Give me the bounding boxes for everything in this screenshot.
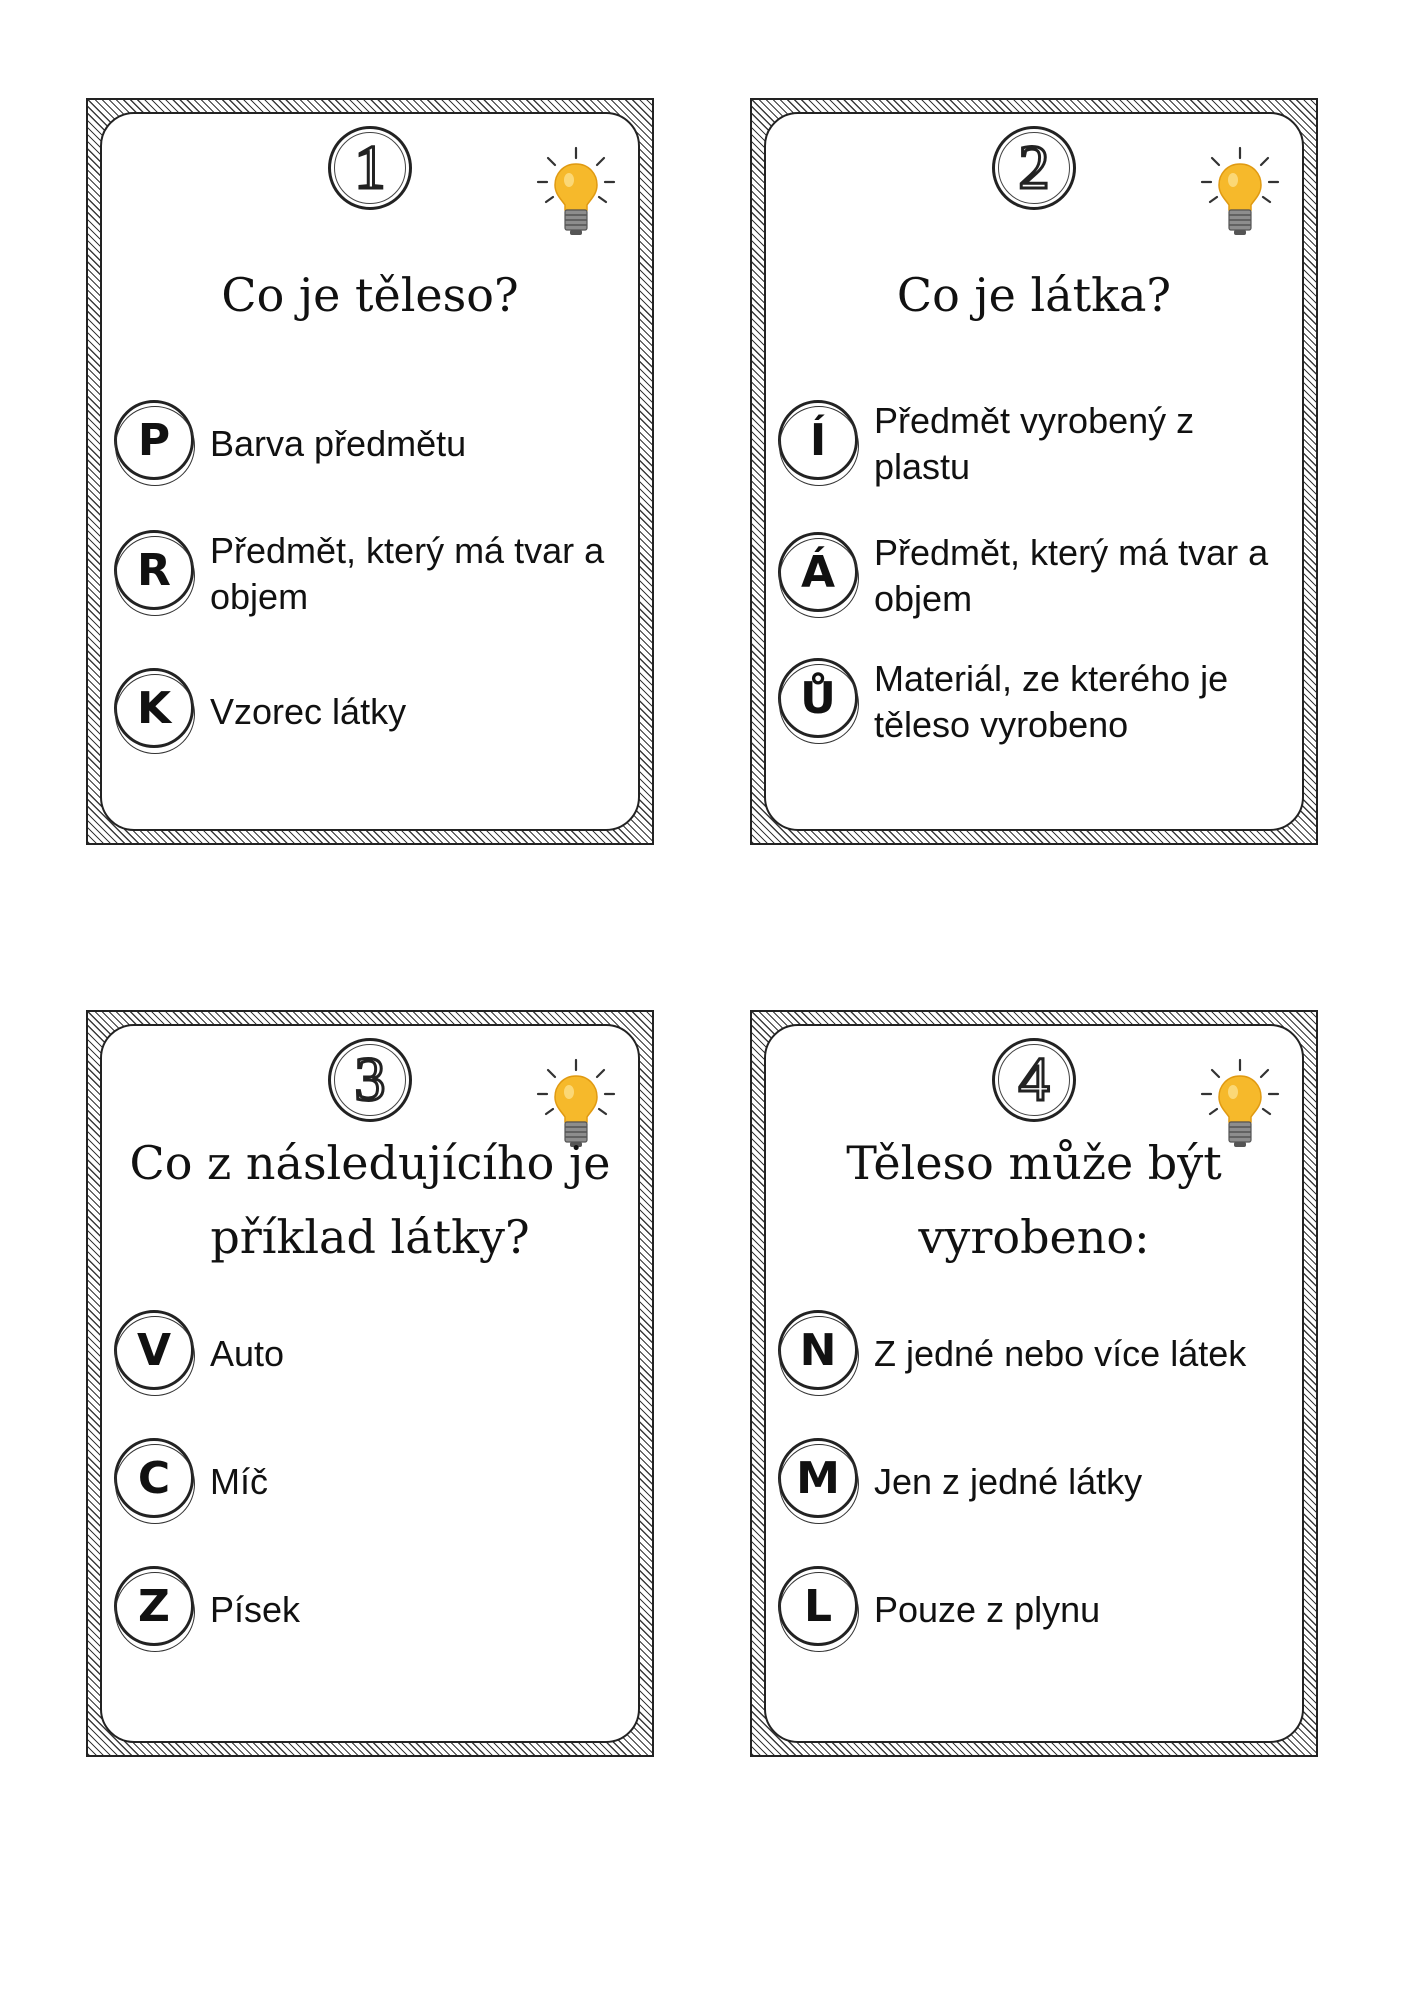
- question-text: Těleso může být vyrobeno:: [846, 1136, 1222, 1264]
- answer-option[interactable]: [114, 1566, 622, 1654]
- answer-letter: C: [114, 1438, 194, 1518]
- answer-option[interactable]: [778, 400, 1286, 488]
- answer-letter: P: [114, 400, 194, 480]
- answer-text: Písek: [210, 1589, 301, 1630]
- answer-text: Pouze z plynu: [874, 1589, 1101, 1630]
- card-number-badge: 1: [328, 126, 412, 210]
- answer-option[interactable]: [778, 1438, 1286, 1526]
- card-inner: [764, 1024, 1304, 1743]
- answer-letter: M: [778, 1438, 858, 1518]
- quiz-card-1: [86, 98, 654, 845]
- answer-letter: N: [778, 1310, 858, 1390]
- answer-option[interactable]: [114, 1438, 622, 1526]
- card-number-badge: 4: [992, 1038, 1076, 1122]
- answer-text: Jen z jedné látky: [874, 1461, 1143, 1502]
- answer-text: Z jedné nebo více látek: [874, 1333, 1247, 1374]
- answer-text: Míč: [210, 1461, 268, 1502]
- answer-option[interactable]: [778, 1566, 1286, 1654]
- answer-letter: Í: [778, 400, 858, 480]
- lightbulb-icon: [1198, 144, 1282, 240]
- answer-option[interactable]: [778, 1310, 1286, 1398]
- answer-text: Předmět, který má tvar a objem: [874, 532, 1269, 619]
- card-inner: [764, 112, 1304, 831]
- answer-letter: L: [778, 1566, 858, 1646]
- answer-letter: K: [114, 668, 194, 748]
- answer-option[interactable]: [114, 400, 622, 488]
- answer-text: Auto: [210, 1333, 285, 1374]
- question-text: Co je látka?: [896, 268, 1172, 322]
- lightbulb-icon: [534, 144, 618, 240]
- answer-text: Vzorec látky: [210, 691, 407, 732]
- question-text: Co je těleso?: [221, 268, 519, 322]
- card-inner: [100, 112, 640, 831]
- card-inner: [100, 1024, 640, 1743]
- card-number-badge: 2: [992, 126, 1076, 210]
- card-number-badge: 3: [328, 1038, 412, 1122]
- quiz-card-3: [86, 1010, 654, 1757]
- answer-text: Předmět vyrobený z plastu: [874, 400, 1195, 487]
- quiz-card-4: [750, 1010, 1318, 1757]
- answer-letter: Ů: [778, 658, 858, 738]
- answer-text: Barva předmětu: [210, 423, 467, 464]
- question-text: Co z následujícího je příklad látky?: [129, 1136, 611, 1264]
- answer-option[interactable]: [114, 1310, 622, 1398]
- answer-letter: V: [114, 1310, 194, 1390]
- answer-text: Materiál, ze kterého je těleso vyrobeno: [874, 658, 1229, 745]
- answer-option[interactable]: [778, 532, 1286, 620]
- answer-text: Předmět, který má tvar a objem: [210, 530, 605, 617]
- answer-letter: R: [114, 530, 194, 610]
- answer-letter: Z: [114, 1566, 194, 1646]
- answer-letter: Á: [778, 532, 858, 612]
- answer-option[interactable]: [114, 668, 622, 756]
- answer-option[interactable]: [114, 530, 622, 618]
- answer-option[interactable]: [778, 658, 1286, 746]
- quiz-card-2: [750, 98, 1318, 845]
